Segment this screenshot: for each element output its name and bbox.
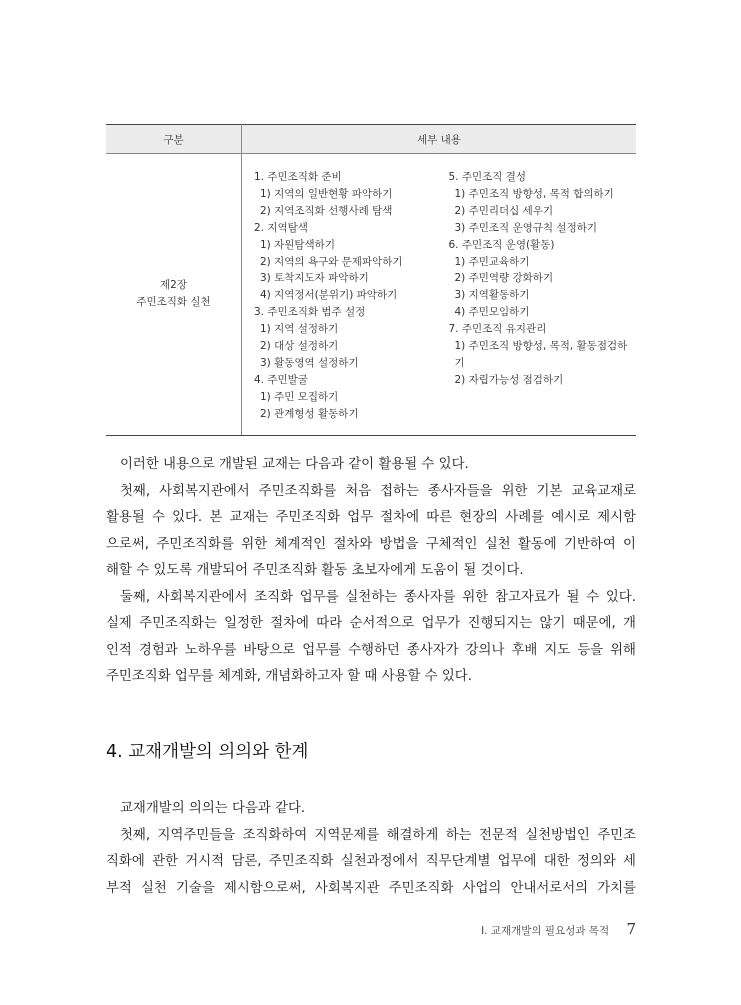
footer-chapter-title: Ⅰ. 교재개발의 필요성과 목적 bbox=[481, 925, 610, 937]
section-item: 3) 활동영역 설정하기 bbox=[260, 356, 359, 369]
section-title: 4. 주민발굴 bbox=[254, 373, 308, 386]
body-paragraphs-2 bbox=[106, 796, 636, 902]
paragraph-line: 첫째, 지역주민들을 조직화하여 지역문제를 해결하게 하는 전문적 실천방법인 주민조 bbox=[120, 827, 636, 843]
category-cell bbox=[106, 154, 242, 436]
paragraph-line: 부적 실천 기술을 제시함으로써, 사회복지관 주민조직화 사업의 안내서로서의 가치를 bbox=[106, 880, 636, 896]
paragraph-line: 이러한 내용으로 개발된 교재는 다음과 같이 활용될 수 있다. bbox=[120, 457, 469, 472]
section-item: 2) 자립가능성 점검하기 bbox=[454, 373, 564, 386]
details-right-column bbox=[449, 169, 637, 423]
section-item: 2) 주민역량 강화하기 bbox=[454, 272, 554, 285]
section-item: 4) 지역정서(분위기) 파악하기 bbox=[260, 289, 398, 302]
section-item: 1) 주민교육하기 bbox=[454, 255, 530, 268]
paragraph-line: 주민조직화 업무를 체계화, 개념화하고자 할 때 사용할 수 있다. bbox=[106, 669, 472, 684]
chapter-title: 주민조직화 실천 bbox=[136, 296, 211, 309]
section-title: 5. 주민조직 결성 bbox=[448, 171, 527, 183]
section-item: 1) 주민조직 방향성, 목적 합의하기 bbox=[454, 187, 614, 200]
header-details: 세부 내용 bbox=[242, 125, 637, 154]
section-item: 1) 주민 모집하기 bbox=[260, 390, 339, 403]
section-title: 3. 주민조직화 범주 설정 bbox=[254, 306, 366, 319]
section-item: 2) 지역조직화 선행사례 탐색 bbox=[260, 204, 393, 217]
section-title: 2. 지역탐색 bbox=[254, 221, 308, 234]
page-number: 7 bbox=[626, 920, 636, 938]
section-title: 7. 주민조직 유지관리 bbox=[448, 323, 547, 336]
section-item: 1) 자원탐색하기 bbox=[260, 238, 335, 251]
section-item: 3) 주민조직 운영규칙 설정하기 bbox=[454, 221, 598, 234]
paragraph-line: 활용될 수 있다. 본 교재는 주민조직화 업무 절차에 따른 현장의 사례를 예시로 제시함 bbox=[106, 510, 636, 525]
details-cell bbox=[242, 154, 637, 436]
paragraph-line: 둘째, 사회복지관에서 조직화 업무를 실천하는 종사자를 위한 참고자료가 될 수 있다. bbox=[120, 589, 636, 605]
chapter-number: 제2장 bbox=[160, 279, 187, 292]
paragraph-line: 해할 수 있도록 개발되어 주민조직화 활동 초보자에게 도움이 될 것이다. bbox=[106, 563, 524, 578]
section-item: 1) 지역의 일반현황 파악하기 bbox=[260, 187, 393, 200]
paragraph-line: 첫째, 사회복지관에서 주민조직화를 처음 접하는 종사자들을 위한 기본 교육교재로 bbox=[120, 483, 636, 499]
section-title: 1. 주민조직화 준비 bbox=[254, 171, 342, 183]
section-item: 1) 주민조직 방향성, 목적, 활동점검하기 bbox=[454, 340, 628, 369]
header-category: 구분 bbox=[106, 125, 242, 154]
section-item: 3) 지역활동하기 bbox=[454, 289, 530, 302]
paragraph-line: 실제 주민조직화는 일정한 절차에 따라 순서적으로 업무가 진행되지는 않기 때문에, 개 bbox=[106, 616, 636, 631]
content-table bbox=[106, 124, 636, 436]
paragraph-line: 으로써, 주민조직화를 위한 체계적인 절차와 방법을 구체적인 실천 활동에 기반하여 이 bbox=[106, 536, 636, 552]
paragraph-line: 인적 경험과 노하우를 바탕으로 업무를 수행하던 종사자가 강의나 후배 지도 등을 위해 bbox=[106, 642, 636, 658]
section-item: 2) 관계형성 활동하기 bbox=[260, 407, 359, 420]
section-item: 2) 지역의 욕구와 문제파악하기 bbox=[260, 255, 403, 268]
section-item: 1) 지역 설정하기 bbox=[260, 323, 339, 336]
section-title: 6. 주민조직 운영(활동) bbox=[448, 238, 555, 251]
paragraph-line: 교재개발의 의의는 다음과 같다. bbox=[120, 801, 306, 816]
paragraph-line: 직화에 관한 거시적 담론, 주민조직화 실천과정에서 직무단계별 업무에 대한 정의와 세 bbox=[106, 854, 636, 869]
page-footer bbox=[481, 920, 636, 938]
section-item: 2) 주민리더십 세우기 bbox=[454, 204, 554, 217]
section-item: 2) 대상 설정하기 bbox=[260, 340, 339, 353]
section-item: 4) 주민모임하기 bbox=[454, 306, 530, 319]
details-left-column bbox=[254, 169, 449, 423]
section-heading: 4. 교재개발의 의의와 한계 bbox=[106, 742, 309, 762]
body-paragraphs-1 bbox=[106, 452, 636, 691]
section-item: 3) 토착지도자 파악하기 bbox=[260, 272, 369, 285]
